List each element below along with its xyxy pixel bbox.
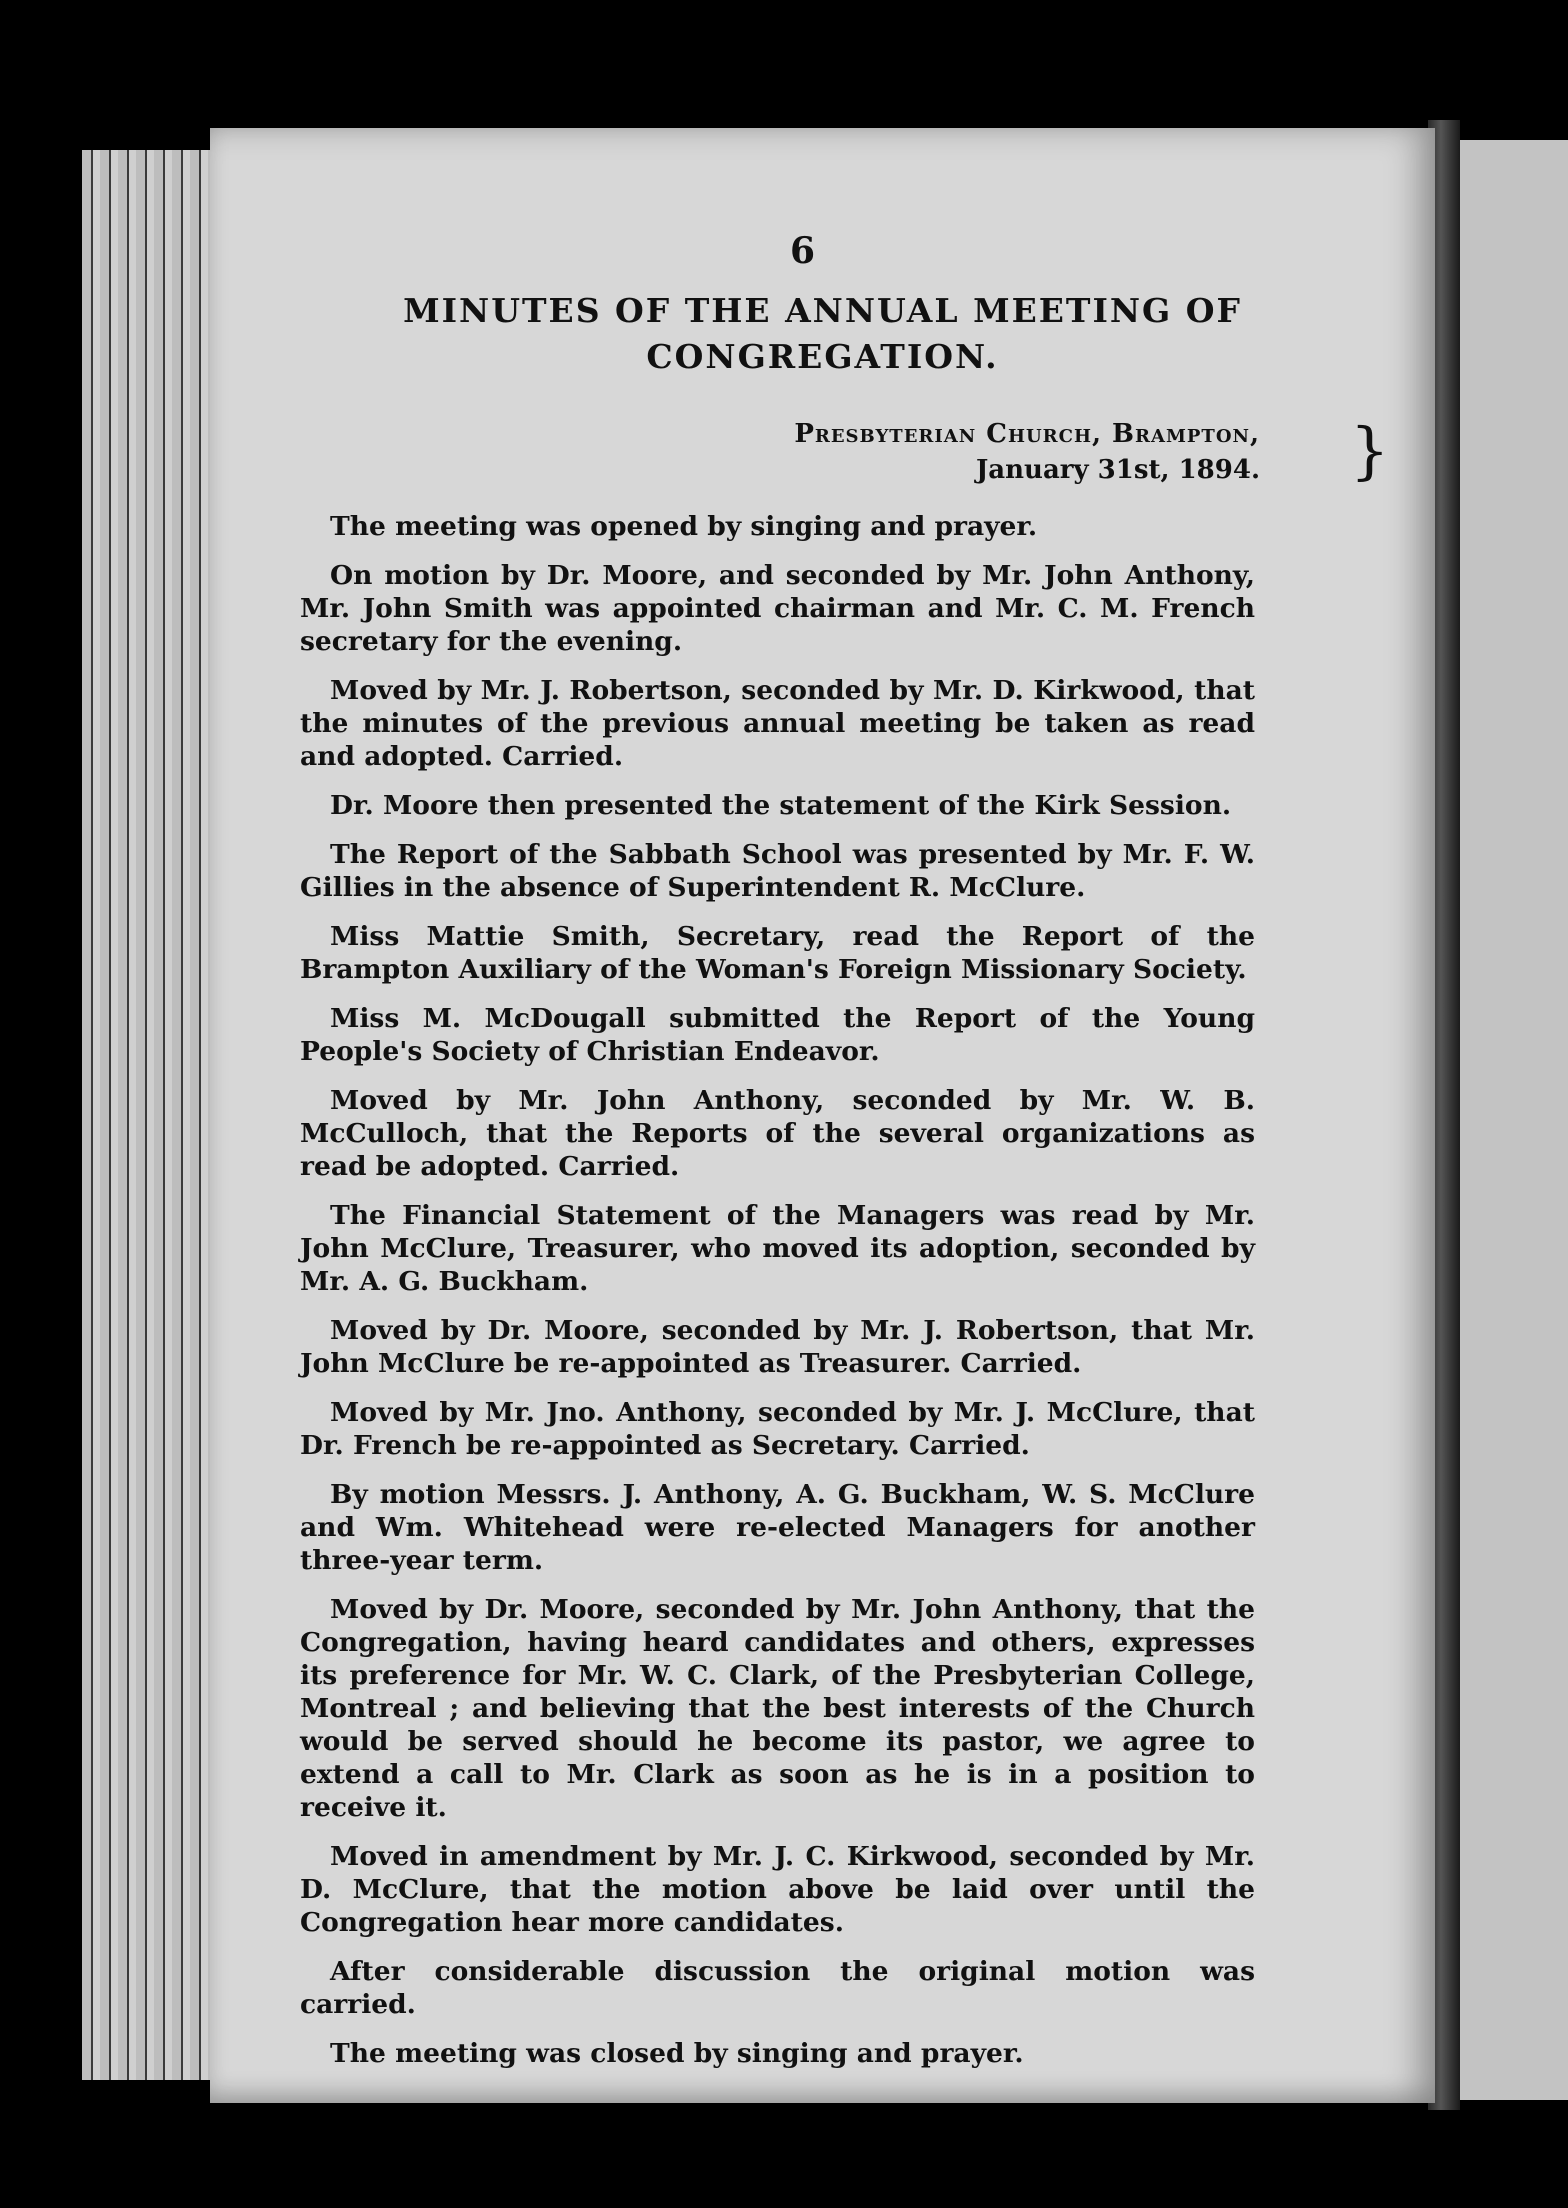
paragraph: Miss M. McDougall submitted the Report of the Young People's Society of Christian Endeavor.: [300, 1003, 1255, 1067]
paragraph: By motion Messrs. J. Anthony, A. G. Buckham, W. S. McClure and Wm. Whitehead were re-elected Managers for another three-year term.: [300, 1479, 1255, 1576]
page-content: [210, 128, 1435, 2103]
dateline: [730, 416, 1260, 488]
paragraph: Dr. Moore then presented the statement of the Kirk Session.: [330, 790, 1232, 821]
paragraph: After considerable discussion the original motion was carried.: [300, 1956, 1255, 2020]
paragraph: Moved by Mr. John Anthony, seconded by Mr. W. B. McCulloch, that the Reports of the several organizations as read be adopted. Carried.: [300, 1085, 1255, 1182]
brace-mark: }: [1350, 414, 1390, 487]
title-line-1: MINUTES OF THE ANNUAL MEETING OF: [403, 291, 1242, 330]
place-name: Presbyterian Church, Brampton,: [794, 419, 1260, 449]
paragraph: Miss Mattie Smith, Secretary, read the Report of the Brampton Auxiliary of the Woman's Foreign Missionary Society.: [300, 921, 1255, 985]
title-line-2: CONGREGATION.: [646, 337, 999, 376]
page-number: 6: [790, 230, 816, 272]
minutes-body: [300, 510, 1255, 2086]
page-title: [210, 288, 1435, 380]
paragraph: The meeting was closed by singing and prayer.: [330, 2038, 1024, 2069]
paragraph: Moved in amendment by Mr. J. C. Kirkwood, seconded by Mr. D. McClure, that the motion above be laid over until the Congregation hear more candidates.: [300, 1841, 1255, 1938]
paragraph: The Financial Statement of the Managers was read by Mr. John McClure, Treasurer, who moved its adoption, seconded by Mr. A. G. Buckham.: [300, 1200, 1255, 1297]
facing-page: [1460, 140, 1568, 2100]
paragraph: On motion by Dr. Moore, and seconded by Mr. John Anthony, Mr. John Smith was appointed chairman and Mr. C. M. French secretary for the evening.: [300, 560, 1255, 657]
paragraph: The meeting was opened by singing and prayer.: [330, 511, 1038, 542]
paragraph: Moved by Dr. Moore, seconded by Mr. John Anthony, that the Congregation, having heard candidates and others, expresses its preference for Mr. W. C. Clark, of the Presbyterian College, Montreal ; and believing that the best interests of the Church would be served should he become its pastor, we agree to extend a call to Mr. Clark as soon as he is in a position to receive it.: [300, 1594, 1255, 1823]
meeting-date: January 31st, 1894.: [975, 455, 1260, 485]
paragraph: Moved by Mr. Jno. Anthony, seconded by Mr. J. McClure, that Dr. French be re-appointed as Secretary. Carried.: [300, 1397, 1255, 1461]
paragraph: Moved by Mr. J. Robertson, seconded by Mr. D. Kirkwood, that the minutes of the previous annual meeting be taken as read and adopted. Carried.: [300, 675, 1255, 772]
paragraph: Moved by Dr. Moore, seconded by Mr. J. Robertson, that Mr. John McClure be re-appointed as Treasurer. Carried.: [300, 1315, 1255, 1379]
page-edges: [82, 150, 222, 2080]
paragraph: The Report of the Sabbath School was presented by Mr. F. W. Gillies in the absence of Superintendent R. McClure.: [300, 839, 1255, 903]
document-page: [210, 128, 1435, 2103]
